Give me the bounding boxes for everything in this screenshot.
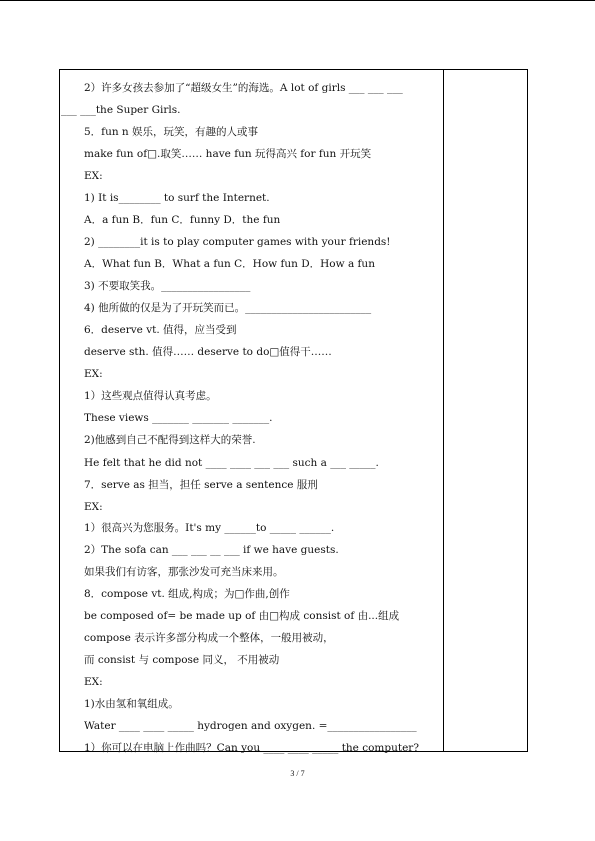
text-line: 7．serve as 担当，担任 serve a sentence 服刑 (84, 479, 318, 491)
text-line: ___ ___the Super Girls. (61, 104, 181, 116)
text-line: 1）很高兴为您服务。It's my ______to _____ ______. (84, 522, 335, 534)
text-line: EX: (84, 676, 103, 688)
text-line: 2)他感到自己不配得到这样大的荣誉. (84, 434, 256, 446)
text-line: He felt that he did not ____ ____ ___ ___ such a ___ _____. (84, 457, 379, 469)
page-top-rule (0, 0, 595, 1)
text-line: 8．compose vt. 组成,构成；为□作曲,创作 (84, 588, 290, 600)
text-line: EX: (84, 501, 103, 513)
text-line: make fun of□.取笑…… have fun 玩得高兴 for fun 开玩笑 (84, 148, 372, 160)
text-line: 而 consist 与 compose 同义， 不用被动 (84, 654, 280, 666)
text-line: 5．fun n 娱乐，玩笑，有趣的人或事 (84, 126, 259, 138)
text-line: 1)水由氢和氧组成。 (84, 698, 179, 710)
text-line: 6．deserve vt. 值得，应当受到 (84, 324, 237, 336)
text-line: 4) 他所做的仅是为了开玩笑而已。________________________ (84, 302, 372, 314)
text-line: These views _______ _______ _______. (84, 412, 273, 424)
text-line: compose 表示许多部分构成一个整体，一般用被动， (84, 632, 334, 644)
text-line: 如果我们有访客，那张沙发可充当床来用。 (84, 566, 284, 578)
text-line: 2）许多女孩去参加了“超级女生”的海选。A lot of girls ___ ___ ___ (84, 82, 403, 94)
text-line: 2）The sofa can ___ ___ __ ___ if we have guests. (84, 544, 339, 556)
text-line: A．a fun B．fun C．funny D．the fun (84, 214, 281, 226)
text-line: 2) ________it is to play computer games with your friends! (84, 236, 391, 248)
text-line: EX: (84, 368, 103, 380)
text-line: 1）你可以在电脑上作曲吗？Can you ____ ____ _____ the computer? (84, 742, 419, 754)
page-number: 3 / 7 (290, 769, 305, 778)
text-line: 1) It is________ to surf the Internet. (84, 192, 270, 204)
text-line: A．What fun B．What a fun C．How fun D．How a fun (84, 258, 375, 270)
text-line: deserve sth. 值得…… deserve to do□值得干…… (84, 346, 332, 358)
text-line: 1）这些观点值得认真考虑。 (84, 390, 217, 402)
text-line: 3) 不要取笑我。_________________ (84, 280, 251, 292)
text-line: be composed of= be made up of 由□构成 consist of 由...组成 (84, 610, 400, 622)
text-line: EX: (84, 170, 103, 182)
text-line: Water ____ ____ _____ hydrogen and oxygen. =_________________ (84, 720, 417, 732)
content-table-side-cell (444, 69, 528, 752)
